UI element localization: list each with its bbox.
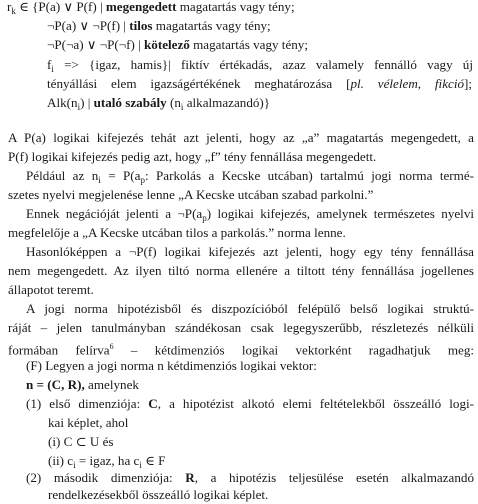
subscript: i <box>73 460 76 470</box>
bold-term: utaló szabály <box>93 95 167 110</box>
subscript: p <box>202 213 207 223</box>
subscript: p <box>140 175 145 185</box>
list-item-2: (2) második dimenziója: R, a hipotézis teljesülése esetén alkalmazandó <box>26 470 474 485</box>
sub-item-i: (i) C ⊂ U és <box>48 434 114 449</box>
definition-line-reference-rule: $Alk(n_i)$ | utaló szabály ($n_i$ alkalmazandó)} <box>47 95 271 112</box>
list-item-1-cont: kai képlet, ahol <box>48 415 129 430</box>
subscript: i <box>98 175 101 185</box>
bold-term: R <box>185 470 195 485</box>
subscript: i <box>139 460 142 470</box>
subscript: k <box>11 6 16 16</box>
definition-line-prohibited: ¬P(a) ∨ ¬P(f) | tilos magatartás vagy tény; <box>47 18 271 33</box>
bold-term: n = (C, R), <box>26 377 85 392</box>
bold-term: megengedett <box>105 0 177 14</box>
definition-line-permitted: $r_k$ ∈ {P(a) ∨ P(f) | megengedett magatartás vagy tény; <box>7 0 295 16</box>
paragraph-line: állapotot teremt. <box>8 282 94 297</box>
list-item-1: (1) első dimenziója: C, a hipotézist alkotó elemi feltételekből összeálló logi- <box>26 396 474 411</box>
paragraph-line: ráját – jelen tanulmányban szándékosan csak legegyszerűbb, részletezés nélküli <box>8 320 474 335</box>
paragraph-line: Például az $n_i = P(a_p$: Parkolás a Kecske utcában) tartalmú jogi norma termé- <box>26 168 474 185</box>
paragraph-line: P(f) logikai kifejezés pedig azt, hogy „f” tény fennállása megengedett. <box>8 149 377 164</box>
paragraph-line: Ennek negációját jelenti a $\neg P(a_p)$ logikai kifejezés, amelynek természetes nyelvi <box>26 206 474 223</box>
footnote-ref: 6 <box>109 342 114 351</box>
definition-line-fiction-cont: tényállási elem igazságértékének meghatározása [pl. vélelem, fikció]; <box>47 76 473 91</box>
subscript: i <box>51 64 54 74</box>
bold-term: kötelező <box>144 37 190 52</box>
paragraph-line: szetes nyelvi megjelenése lenne „A Kecske utcában szabad parkolni.” <box>8 187 374 202</box>
paragraph-line: nem megengedett. Az ilyen tiltó norma ellenére a tiltott tény fennállása jogellenes <box>8 263 474 278</box>
paragraph-line: megfelelője a „A Kecske utcában tilos a parkolás.” norma lenne. <box>8 225 346 240</box>
sub-item-ii: (ii) $c_i$ = igaz, ha $c_i$ ∈ F <box>48 453 166 470</box>
paragraph-line: formában felírva$^6$ – kétdimenziós logikai vektorként ragadhatjuk meg: <box>8 342 475 358</box>
list-item-2-cont: rendelkezésekből összeálló logikai képlet. <box>48 487 269 502</box>
bold-term: tilos <box>129 18 153 33</box>
paragraph-line: A P(a) logikai kifejezés tehát azt jelenti, hogy az „a” magatartás megengedett, a <box>8 130 474 145</box>
subscript: i <box>77 102 81 112</box>
definition-heading: (F) Legyen a jogi norma n kétdimenziós logikai vektor: <box>26 358 317 373</box>
paragraph-line: Hasonlóképpen a ¬P(f) logikai kifejezés azt jelenti, hogy egy tény fennállása <box>26 244 474 259</box>
definition-line-obligatory: ¬P(¬a) ∨ ¬P(¬f) | kötelező magatartás vagy tény; <box>47 37 308 52</box>
vector-definition: n = (C, R), amelynek <box>26 377 139 392</box>
subscript: i <box>180 102 184 112</box>
italic-text: pl. vélelem, fikció <box>350 76 465 91</box>
definition-line-fiction: $f_i$ => {igaz, hamis}| fiktív értékadás, azaz valamely fennálló vagy új <box>47 57 473 74</box>
paragraph-line: A jogi norma hipotézisből és diszpozícióból felépülő belső logikai struktú- <box>26 301 474 316</box>
bold-term: C <box>148 396 158 411</box>
